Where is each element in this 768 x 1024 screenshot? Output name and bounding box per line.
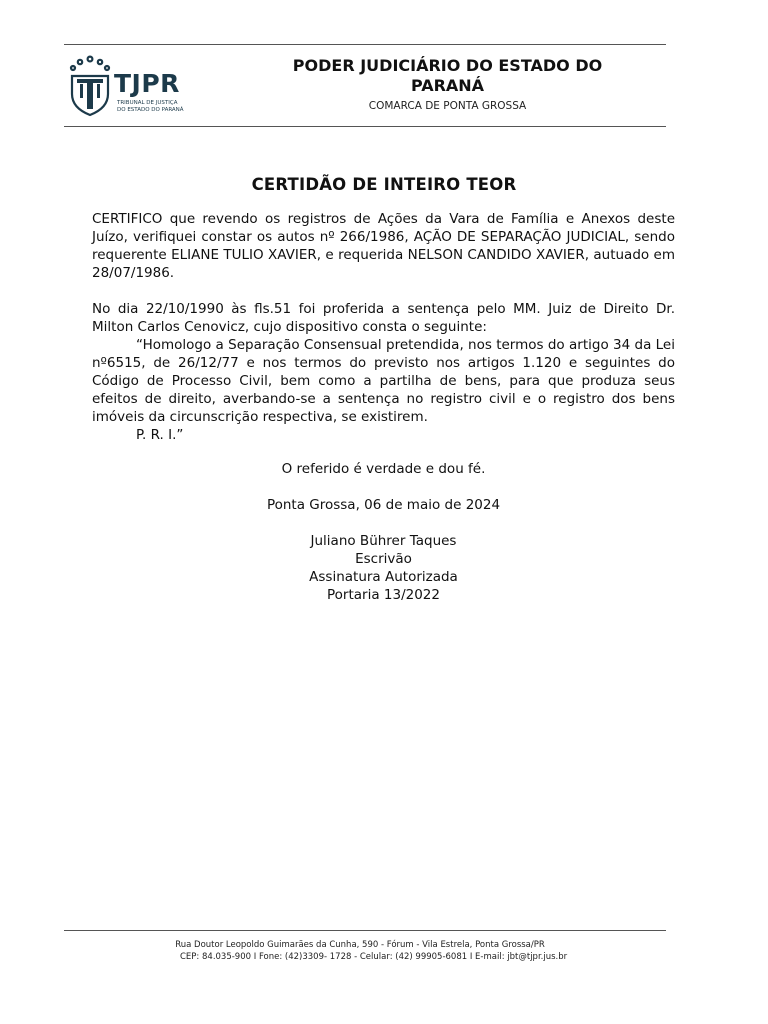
header-bottom-rule [64, 126, 666, 127]
signature-portaria: Portaria 13/2022 [327, 587, 440, 603]
footer-rule [64, 930, 666, 931]
logo-subtitle [117, 100, 184, 114]
signer-role: Escrivão [355, 551, 412, 567]
tjpr-logo [68, 54, 188, 118]
footer-contact: CEP: 84.035-900 I Fone: (42)3309- 1728 - Celular: (42) 99905-6081 I E-mail: jbt@tjpr.jus.br [180, 952, 568, 962]
logo-subtitle-line2: DO ESTADO DO PARANÁ [117, 107, 184, 113]
place-date-line: Ponta Grossa, 06 de maio de 2024 [266, 497, 501, 513]
attestation-line: O referido é verdade e dou fé. [281, 461, 486, 477]
pri-line: P. R. I.” [136, 427, 184, 443]
document-title: CERTIDÃO DE INTEIRO TEOR [251, 175, 517, 194]
sentence-paragraph: No dia 22/10/1990 às fls.51 foi proferida a sentença pelo MM. Juiz de Direito Dr. Milton Carlos Cenovicz, cujo dispositivo consta o seguinte: [92, 301, 675, 335]
logo-subtitle-line1: TRIBUNAL DE JUSTIÇA [117, 100, 178, 106]
tjpr-crest-icon [68, 54, 112, 118]
header-subtitle: COMARCA DE PONTA GROSSA [368, 100, 527, 112]
header-top-rule [64, 44, 666, 45]
sentence-quote: “Homologo a Separação Consensual pretendida, nos termos do artigo 34 da Lei nº6515, de 26/12/77 e nos termos do previsto nos artigos 1.120 e seguintes do Código de Processo Civil, bem como a partilha de bens, para que produza seus efeitos de direito, averbando-se a sentença no registro civil e o registro dos bens imóveis da circunscrição respectiva, se existirem. [92, 337, 675, 425]
certificate-paragraph: CERTIFICO que revendo os registros de Ações da Vara de Família e Anexos deste Juízo, verifiquei constar os autos nº 266/1986, AÇÃO DE SEPARAÇÃO JUDICIAL, sendo requerente ELIANE TULIO XAVIER, e requerida NELSON CANDIDO XAVIER, autuado em 28/07/1986. [92, 211, 675, 281]
footer-address: Rua Doutor Leopoldo Guimarães da Cunha, 590 - Fórum - Vila Estrela, Ponta Grossa/PR [175, 940, 545, 950]
signer-name: Juliano Bührer Taques [310, 533, 457, 549]
header-title: PODER JUDICIÁRIO DO ESTADO DO PARANÁ [292, 56, 603, 95]
logo-wordmark: TJPR [114, 69, 180, 98]
signature-authorization: Assinatura Autorizada [309, 569, 458, 585]
